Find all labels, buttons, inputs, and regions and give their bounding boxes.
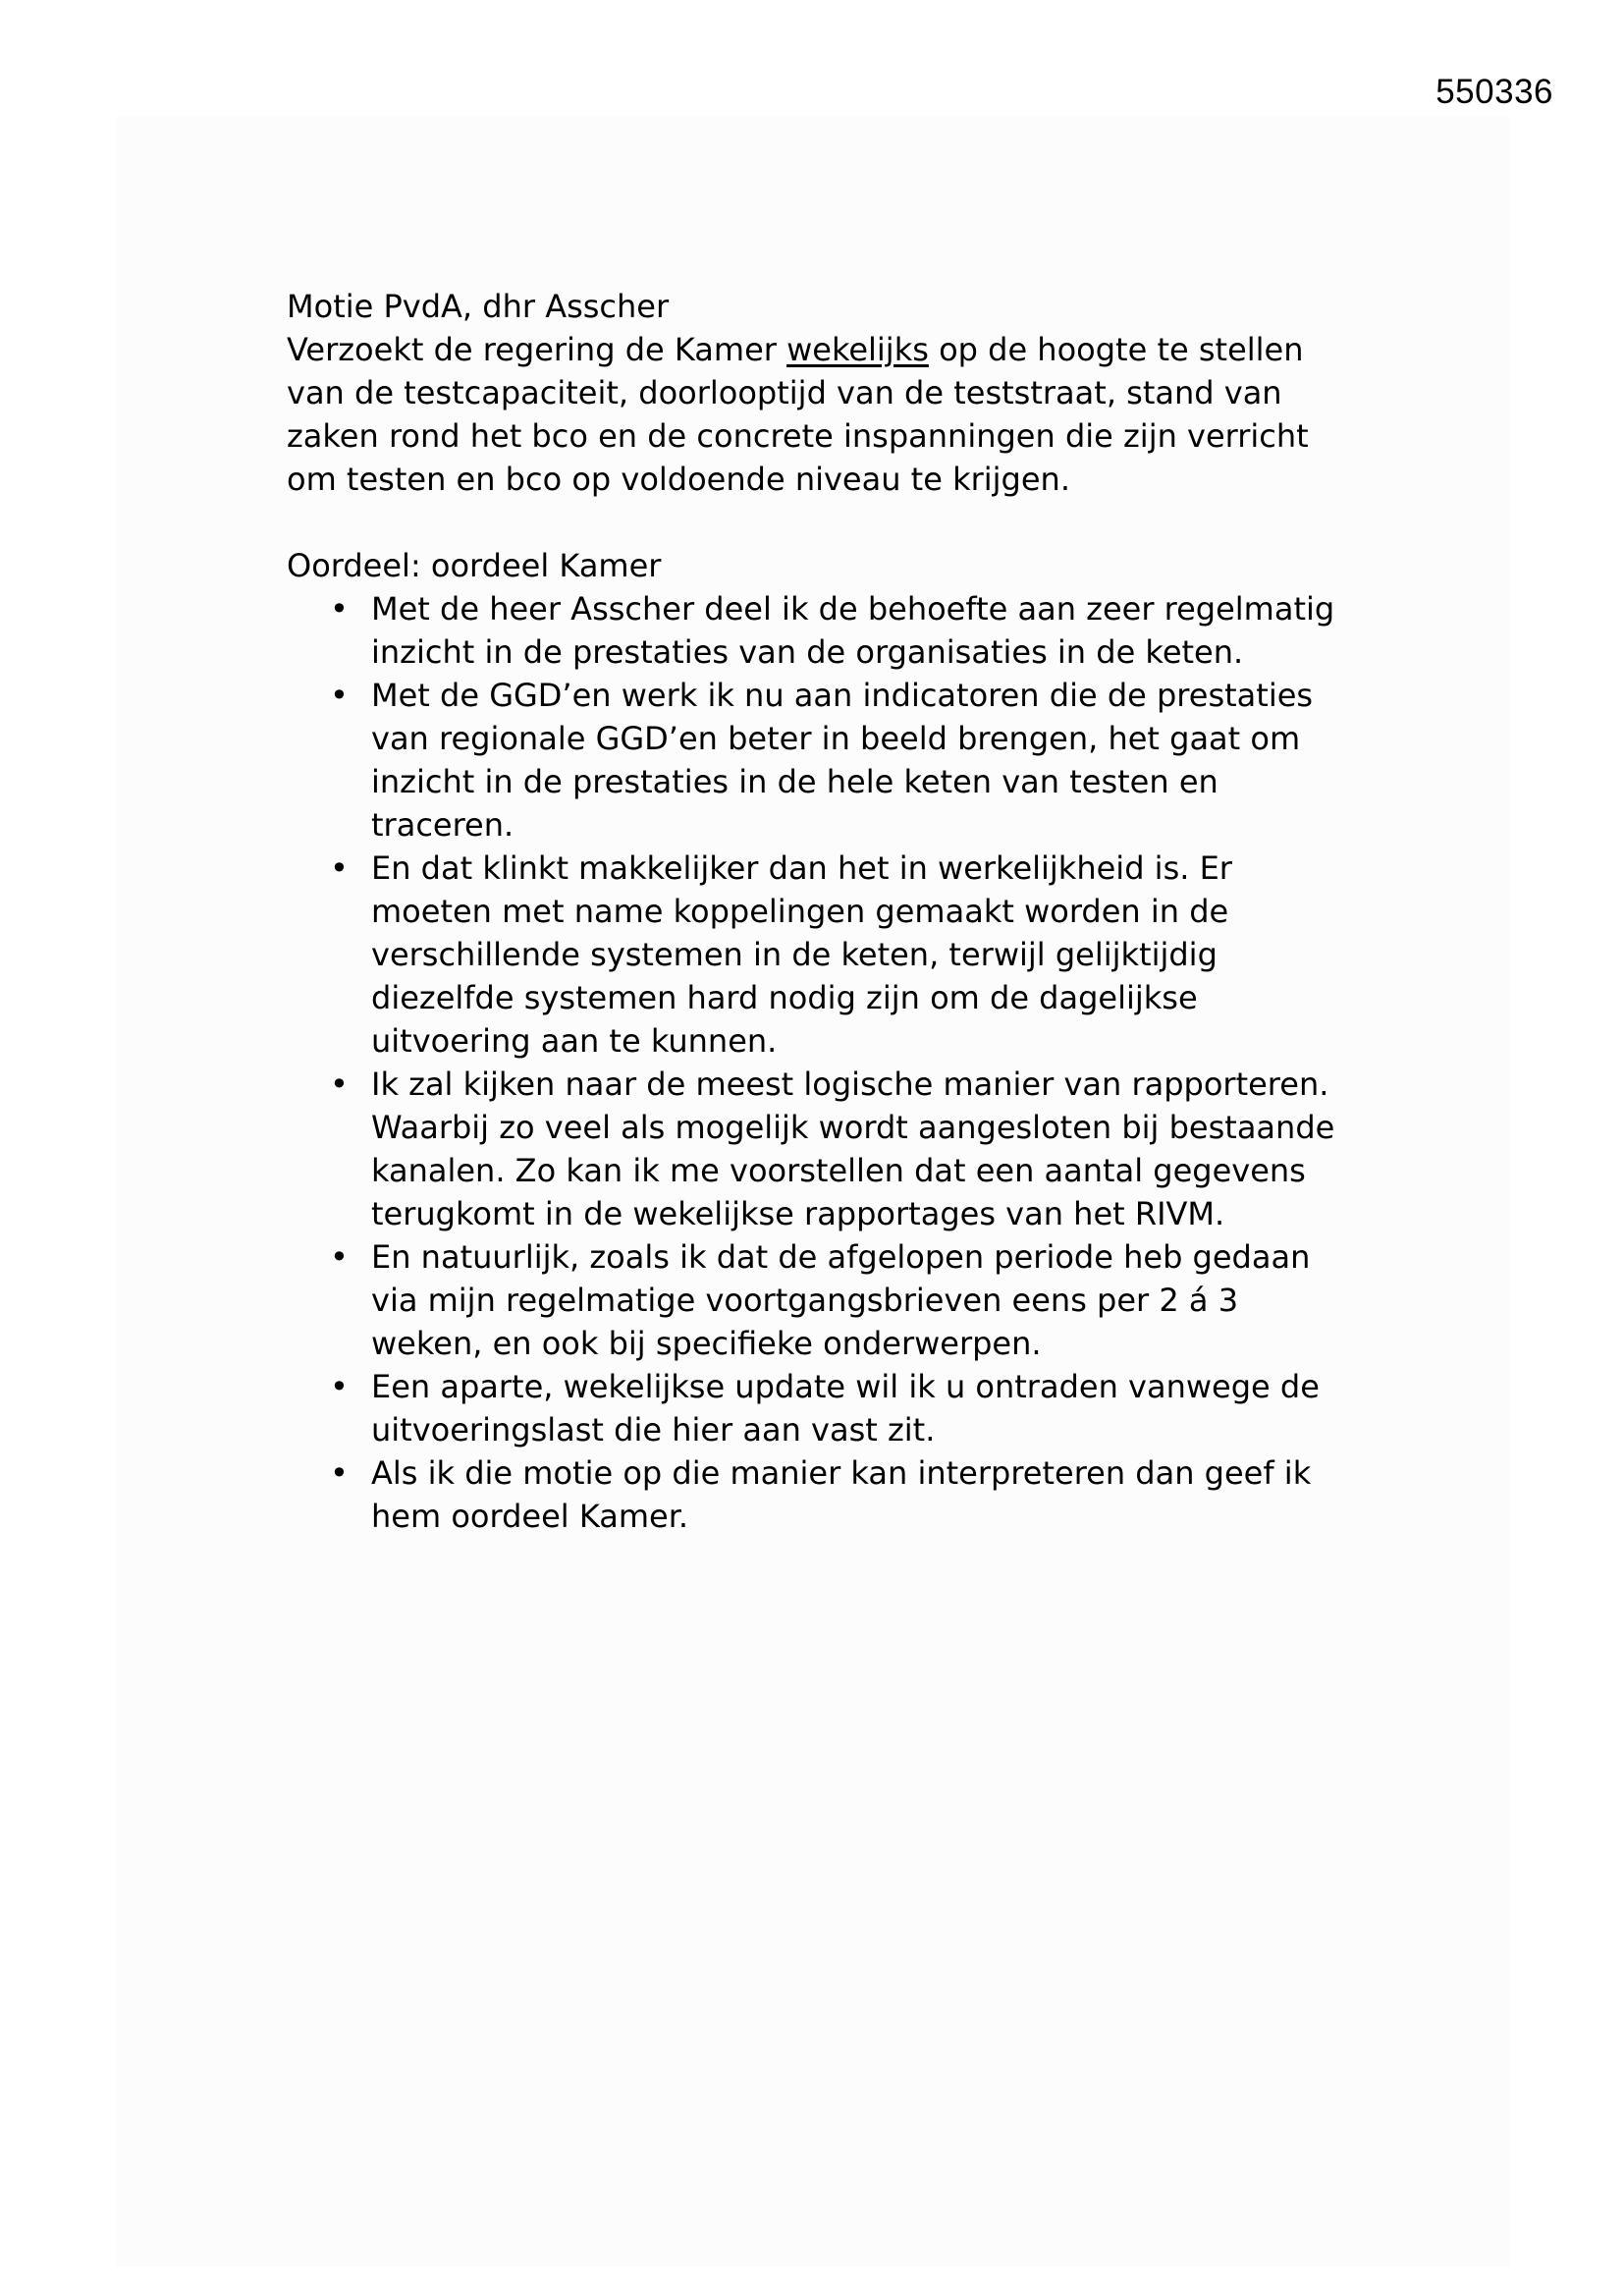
verdict-point (330, 1235, 1347, 1365)
verdict-point (330, 587, 1347, 674)
bullet-icon: • (330, 1454, 349, 1492)
motion-request (287, 328, 1347, 501)
verdict-point-text: Met de GGD’en werk ik nu aan indicatoren die de prestaties van regionale GGD’en beter in beeld brengen, het gaat om inzicht in de prestaties in de hele keten van testen en traceren. (371, 677, 1314, 844)
verdict-points-list (287, 587, 1347, 1538)
document-number: 550336 (1435, 73, 1553, 111)
verdict-point (330, 674, 1347, 847)
bullet-icon: • (330, 590, 349, 628)
verdict-point-text: Ik zal kijken naar de meest logische manier van rapporteren. Waarbij zo veel als mogelijk wordt aangesloten bij bestaande kanalen. Zo kan ik me voorstellen dat een aantal gegevens terugkomt in de wekelijkse rapportages van het RIVM. (371, 1066, 1335, 1232)
bullet-icon: • (330, 1066, 349, 1103)
verdict-point (330, 1063, 1347, 1235)
verdict-point (330, 1451, 1347, 1538)
verdict-point (330, 847, 1347, 1063)
bullet-icon: • (330, 677, 349, 714)
verdict-point-text: En natuurlijk, zoals ik dat de afgelopen periode heb gedaan via mijn regelmatige voortgangsbrieven eens per 2 á 3 weken, en ook bij specifieke onderwerpen. (371, 1238, 1311, 1362)
request-text-start: Verzoekt de regering de Kamer (287, 331, 787, 368)
motion-heading: Motie PvdA, dhr Asscher (287, 288, 670, 325)
verdict-point-text: Als ik die motie op die manier kan interpreteren dan geef ik hem oordeel Kamer. (371, 1454, 1312, 1535)
request-emphasis: wekelijks (786, 331, 929, 368)
verdict-label: Oordeel: oordeel Kamer (287, 547, 662, 584)
request-text-end: op de hoogte te stellen van de testcapaciteit, doorlooptijd van de teststraat, stand van zaken rond het bco en de concrete inspanningen die zijn verricht om testen en bco op voldoende niveau te krijgen. (287, 331, 1309, 498)
verdict-point (330, 1365, 1347, 1451)
document-body (287, 285, 1347, 1538)
verdict-point-text: Met de heer Asscher deel ik de behoefte aan zeer regelmatig inzicht in de prestaties van de organisaties in de keten. (371, 590, 1335, 671)
bullet-icon: • (330, 1368, 349, 1405)
bullet-icon: • (330, 849, 349, 887)
verdict-point-text: En dat klinkt makkelijker dan het in werkelijkheid is. Er moeten met name koppelingen gemaakt worden in de verschillende systemen in de keten, terwijl gelijktijdig diezelfde systemen hard nodig zijn om de dagelijkse uitvoering aan te kunnen. (371, 849, 1232, 1060)
verdict-point-text: Een aparte, wekelijkse update wil ik u ontraden vanwege de uitvoeringslast die hier aan vast zit. (371, 1368, 1320, 1449)
bullet-icon: • (330, 1238, 349, 1276)
